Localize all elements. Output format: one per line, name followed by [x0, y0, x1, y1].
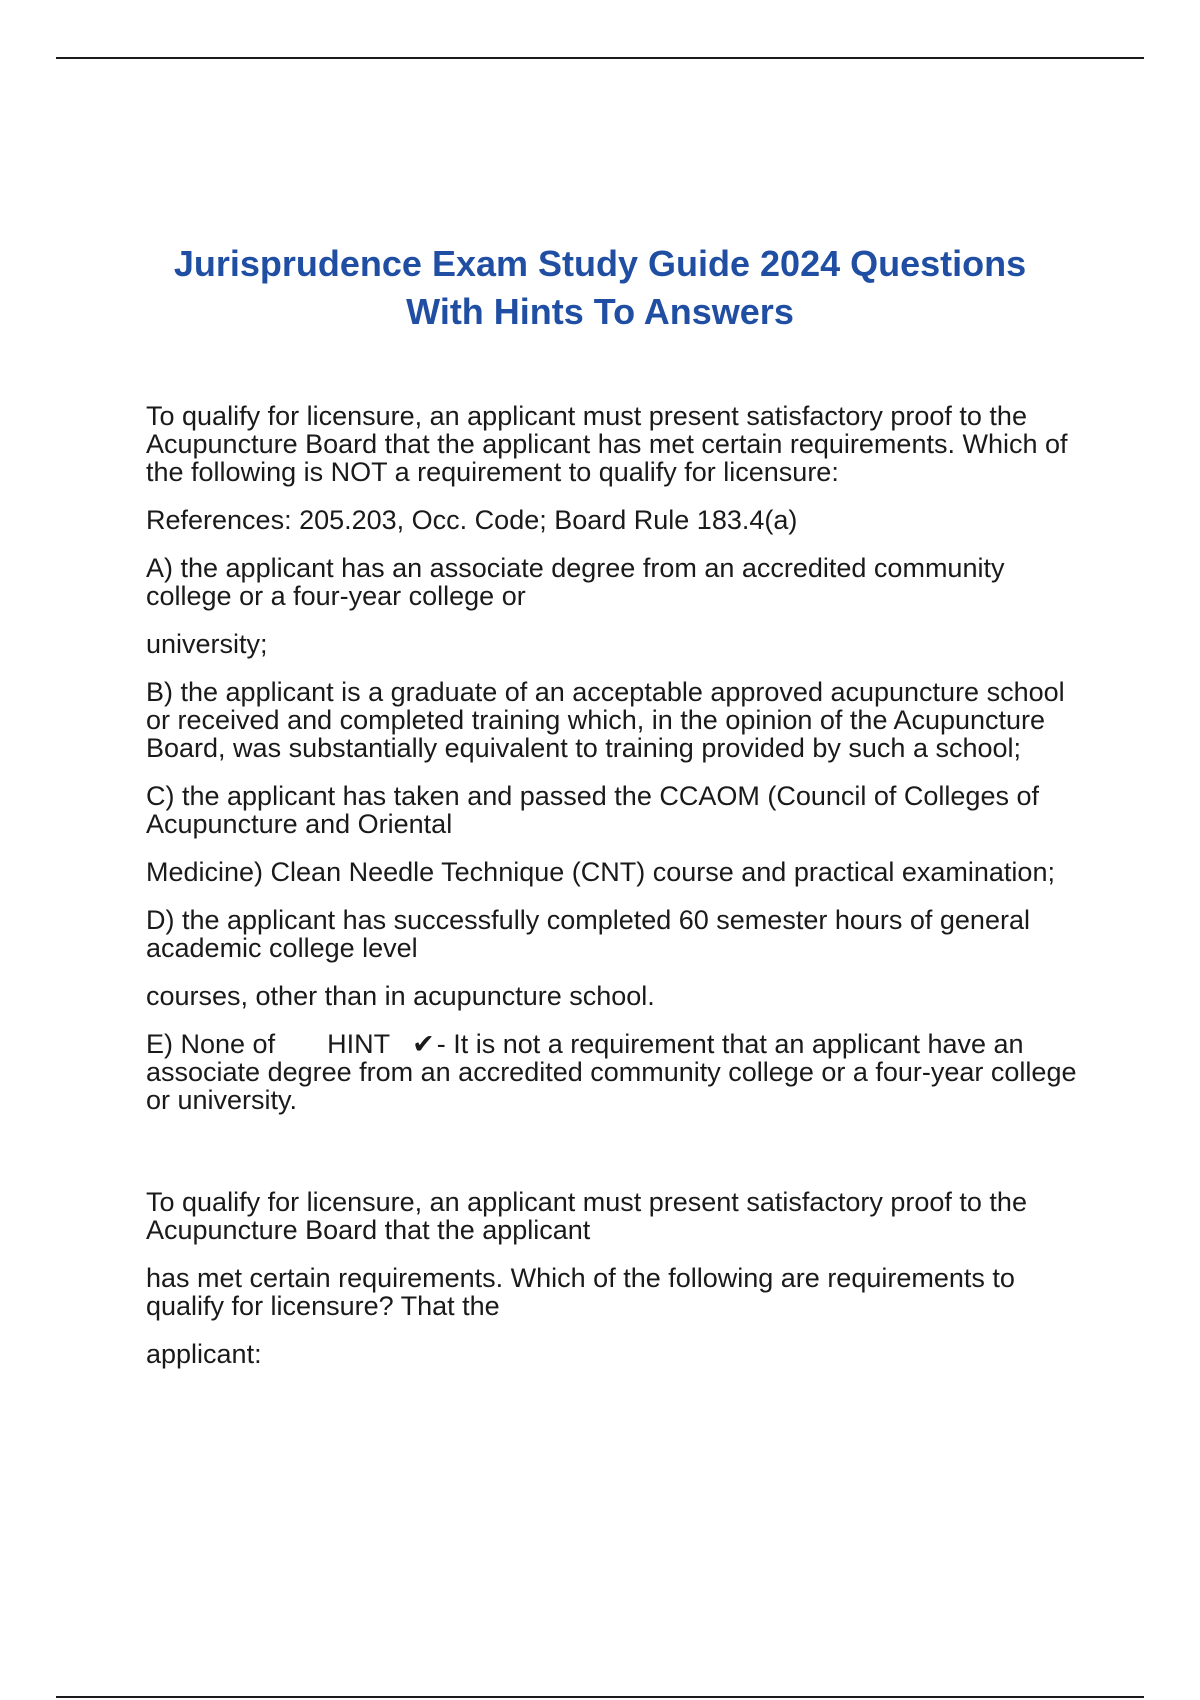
- question-2-stem-part-3: applicant:: [146, 1339, 262, 1369]
- checkmark-icon: ✔: [412, 1029, 435, 1059]
- option-d-continued: courses, other than in acupuncture school.: [146, 981, 655, 1011]
- bottom-rule: [56, 1696, 1144, 1698]
- option-c-continued: Medicine) Clean Needle Technique (CNT) course and practical examination;: [146, 857, 1055, 887]
- hint-label: HINT: [327, 1029, 391, 1059]
- option-c: C) the applicant has taken and passed the CCAOM (Council of Colleges of Acupuncture and Oriental: [146, 781, 1039, 839]
- title-line-1: Jurisprudence Exam Study Guide 2024 Questions: [173, 243, 1027, 284]
- option-a-continued: university;: [146, 629, 268, 659]
- question-separator: [146, 1134, 1096, 1188]
- document-title: [0, 240, 1200, 336]
- document-body: [146, 402, 1096, 1388]
- hint-text: - It is not a requirement that an applicant have an associate degree from an accredited community college or a four-year college or university.: [146, 1029, 1077, 1115]
- question-2-stem-part-2: has met certain requirements. Which of the following are requirements to qualify for licensure? That the: [146, 1263, 1015, 1321]
- option-e-with-hint: [146, 1030, 1096, 1114]
- option-d: D) the applicant has successfully completed 60 semester hours of general academic college level: [146, 905, 1030, 963]
- option-b: B) the applicant is a graduate of an acceptable approved acupuncture school or received and completed training which, in the opinion of the Acupuncture Board, was substantially equivalent to training provided by such a school;: [146, 677, 1065, 763]
- question-1-references: References: 205.203, Occ. Code; Board Rule 183.4(a): [146, 505, 798, 535]
- top-rule: [56, 57, 1144, 59]
- title-line-2: With Hints To Answers: [406, 291, 794, 332]
- option-e: E) None of: [146, 1029, 276, 1059]
- question-1-stem: To qualify for licensure, an applicant must present satisfactory proof to the Acupuncture Board that the applicant has met certain requirements. Which of the following is NOT a requirement to qualify for licensure:: [146, 401, 1068, 487]
- question-2-stem-part-1: To qualify for licensure, an applicant must present satisfactory proof to the Acupuncture Board that the applicant: [146, 1187, 1027, 1245]
- option-a: A) the applicant has an associate degree from an accredited community college or a four-year college or: [146, 553, 1005, 611]
